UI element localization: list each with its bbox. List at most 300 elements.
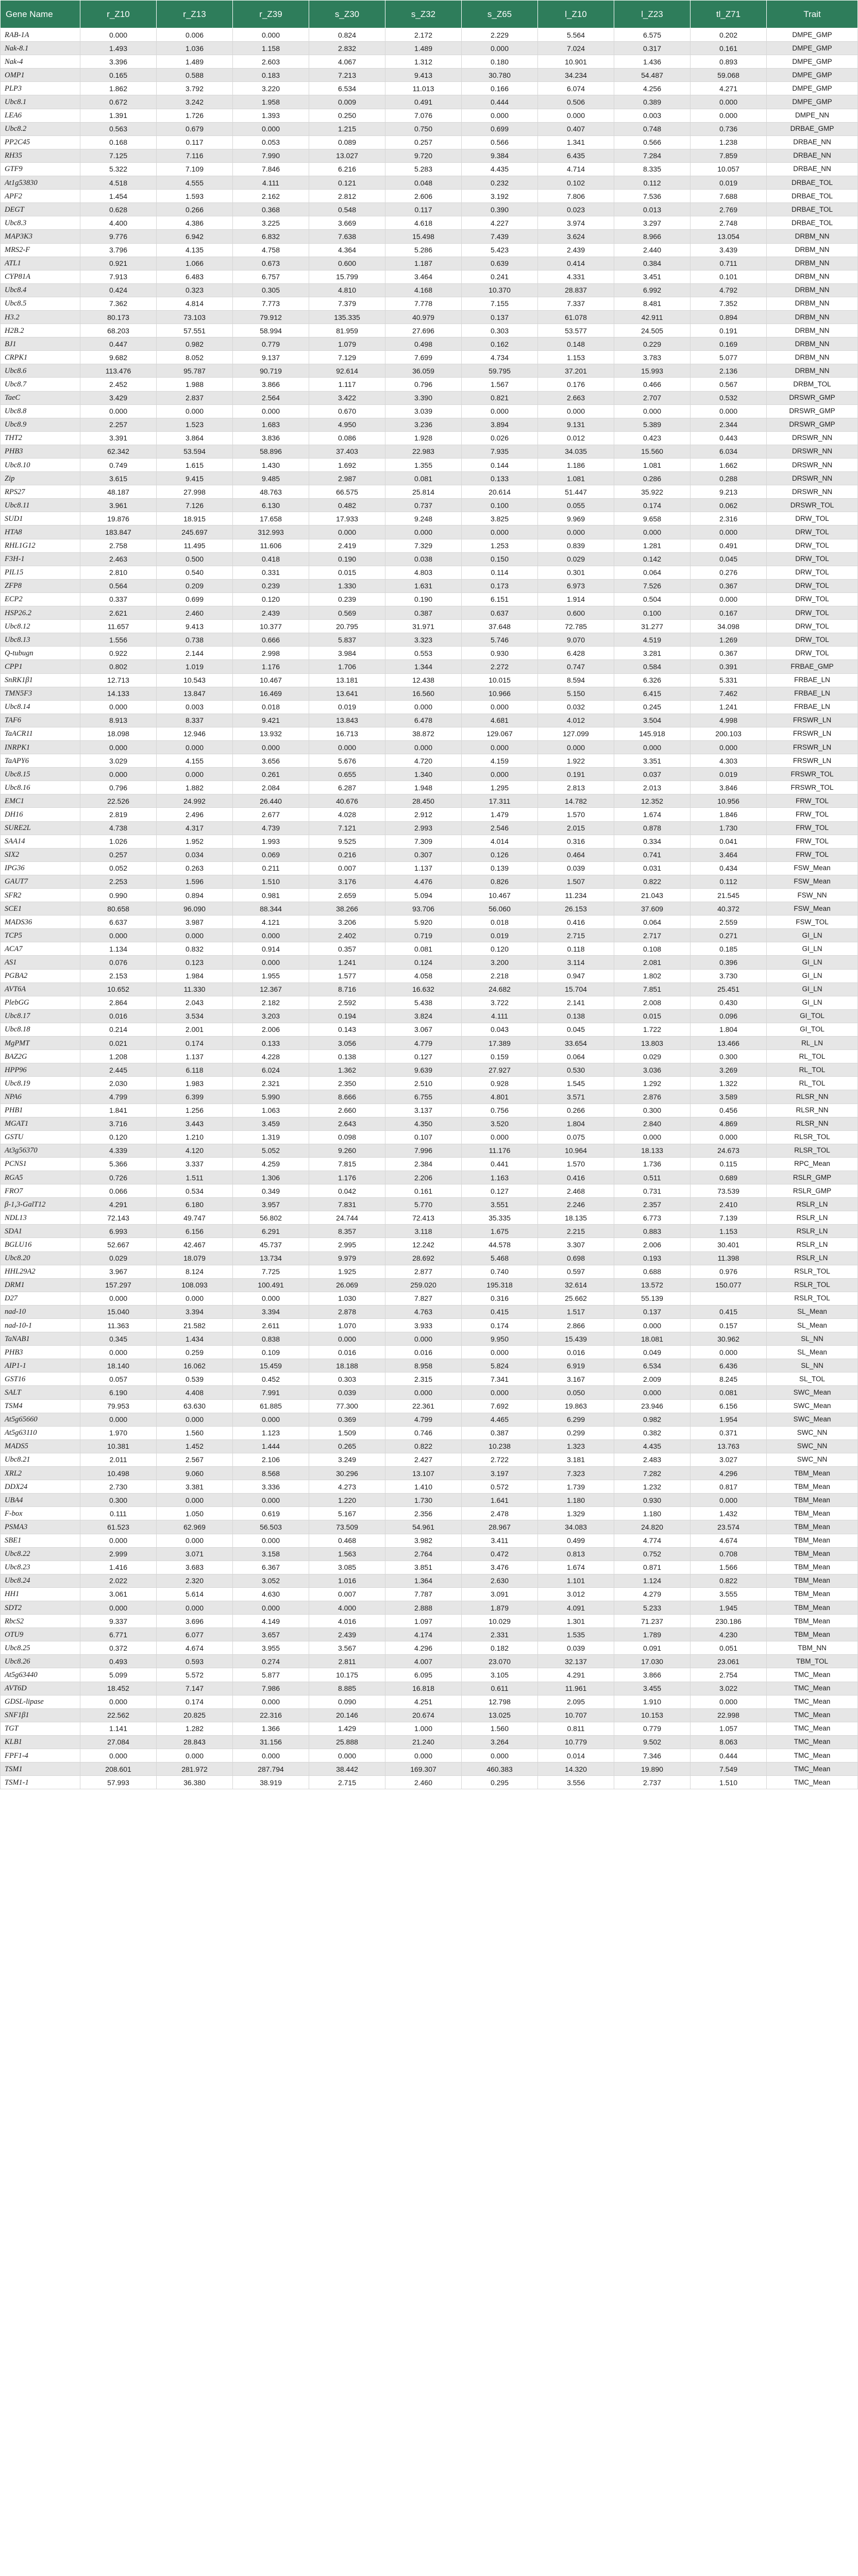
value-cell: 7.125 [80, 149, 157, 162]
value-cell: 3.249 [309, 1453, 385, 1466]
value-cell: 2.460 [385, 1776, 462, 1789]
gene-name-cell: TaeC [1, 391, 80, 404]
column-header: r_Z10 [80, 1, 157, 28]
trait-cell: RLSR_NN [767, 1090, 858, 1104]
value-cell: 9.137 [233, 351, 309, 364]
value-cell: 24.682 [462, 982, 538, 996]
gene-name-cell: At5g65660 [1, 1413, 80, 1426]
table-row [1, 257, 858, 270]
value-cell: 0.143 [309, 1023, 385, 1036]
value-cell: 48.763 [233, 485, 309, 499]
value-cell: 1.914 [538, 592, 614, 606]
value-cell: 0.288 [691, 472, 767, 485]
value-cell: 71.237 [614, 1615, 691, 1628]
value-cell: 3.851 [385, 1561, 462, 1574]
value-cell: 2.419 [309, 539, 385, 552]
value-cell: 20.674 [385, 1708, 462, 1722]
value-cell: 0.000 [80, 929, 157, 942]
value-cell: 0.000 [691, 526, 767, 539]
value-cell: 3.225 [233, 216, 309, 230]
value-cell: 0.090 [309, 1695, 385, 1708]
value-cell: 38.919 [233, 1776, 309, 1789]
value-cell: 1.000 [385, 1722, 462, 1735]
table-row [1, 1467, 858, 1480]
value-cell: 7.126 [157, 499, 233, 512]
trait-cell: DRBM_NN [767, 283, 858, 297]
value-cell: 0.000 [80, 1749, 157, 1762]
value-cell: 4.271 [691, 82, 767, 95]
value-cell: 0.387 [385, 606, 462, 620]
value-cell: 2.356 [385, 1507, 462, 1520]
value-cell: 2.344 [691, 418, 767, 431]
value-cell: 2.315 [385, 1372, 462, 1386]
value-cell: 0.000 [538, 740, 614, 754]
value-cell: 3.955 [233, 1641, 309, 1655]
value-cell: 23.061 [691, 1655, 767, 1668]
value-cell: 10.779 [538, 1735, 614, 1749]
value-cell: 0.263 [157, 861, 233, 875]
value-cell: 0.588 [157, 69, 233, 82]
trait-cell: TBM_Mean [767, 1534, 858, 1547]
gene-name-cell: PLP3 [1, 82, 80, 95]
value-cell: 8.666 [309, 1090, 385, 1104]
table-row [1, 1130, 858, 1144]
table-row [1, 1547, 858, 1561]
value-cell: 0.637 [462, 606, 538, 620]
value-cell: 61.078 [538, 310, 614, 324]
value-cell: 3.656 [233, 754, 309, 768]
value-cell: 1.952 [157, 835, 233, 848]
value-cell: 11.398 [691, 1251, 767, 1265]
value-cell: 1.070 [309, 1319, 385, 1332]
gene-name-cell: AS1 [1, 956, 80, 969]
gene-name-cell: Ubc8.18 [1, 1023, 80, 1036]
table-row [1, 566, 858, 579]
trait-cell: SWC_Mean [767, 1386, 858, 1399]
value-cell: 0.000 [691, 1695, 767, 1708]
value-cell: 2.246 [538, 1198, 614, 1211]
trait-cell: RSLR_LN [767, 1225, 858, 1238]
value-cell: 9.720 [385, 149, 462, 162]
value-cell: 0.000 [538, 109, 614, 122]
trait-cell: DRBAE_NN [767, 162, 858, 176]
trait-cell: FRSWR_LN [767, 740, 858, 754]
value-cell: 5.322 [80, 162, 157, 176]
value-cell: 0.368 [233, 203, 309, 216]
value-cell: 13.027 [309, 149, 385, 162]
value-cell: 34.234 [538, 69, 614, 82]
value-cell: 1.882 [157, 781, 233, 794]
gene-name-cell: IPG36 [1, 861, 80, 875]
value-cell: 3.551 [462, 1198, 538, 1211]
value-cell: 21.240 [385, 1735, 462, 1749]
value-cell: 90.719 [233, 364, 309, 378]
value-cell: 0.048 [385, 176, 462, 190]
value-cell: 8.966 [614, 230, 691, 243]
table-row [1, 929, 858, 942]
value-cell: 5.770 [385, 1198, 462, 1211]
value-cell: 2.427 [385, 1453, 462, 1466]
table-row [1, 848, 858, 861]
value-cell: 21.043 [614, 889, 691, 902]
value-cell: 0.000 [80, 740, 157, 754]
value-cell: 1.509 [309, 1426, 385, 1439]
value-cell: 0.566 [614, 135, 691, 149]
table-row [1, 1090, 858, 1104]
value-cell: 0.091 [614, 1641, 691, 1655]
value-cell: 96.090 [157, 902, 233, 916]
gene-name-cell: SURE2L [1, 821, 80, 835]
value-cell: 0.000 [80, 1413, 157, 1426]
value-cell: 56.503 [233, 1520, 309, 1534]
value-cell: 52.667 [80, 1238, 157, 1251]
value-cell: 10.498 [80, 1467, 157, 1480]
table-row [1, 459, 858, 472]
gene-name-cell: KLB1 [1, 1735, 80, 1749]
value-cell: 2.468 [538, 1184, 614, 1198]
value-cell: 12.713 [80, 673, 157, 687]
value-cell: 157.297 [80, 1278, 157, 1292]
trait-cell: DMPE_GMP [767, 42, 858, 55]
value-cell: 0.076 [80, 956, 157, 969]
value-cell: 0.000 [614, 404, 691, 418]
value-cell: 0.016 [80, 1009, 157, 1023]
gene-name-cell: MADS36 [1, 916, 80, 929]
value-cell: 11.330 [157, 982, 233, 996]
value-cell: 0.593 [157, 1655, 233, 1668]
value-cell: 10.964 [538, 1144, 614, 1157]
value-cell: 31.971 [385, 620, 462, 633]
value-cell: 18.452 [80, 1682, 157, 1695]
value-cell: 0.190 [309, 552, 385, 566]
table-row [1, 95, 858, 109]
value-cell: 6.156 [691, 1399, 767, 1413]
value-cell: 4.869 [691, 1117, 767, 1130]
value-cell: 0.731 [614, 1184, 691, 1198]
gene-name-cell: Ubc8.25 [1, 1641, 80, 1655]
value-cell: 0.100 [614, 606, 691, 620]
value-cell: 7.379 [309, 297, 385, 310]
value-cell: 1.238 [691, 135, 767, 149]
value-cell: 0.089 [309, 135, 385, 149]
value-cell: 7.986 [233, 1682, 309, 1695]
gene-name-cell: NDL13 [1, 1211, 80, 1225]
value-cell: 0.185 [691, 942, 767, 956]
gene-name-cell: β-1,3-GalT12 [1, 1198, 80, 1211]
value-cell: 5.423 [462, 243, 538, 257]
table-row [1, 135, 858, 149]
value-cell: 35.922 [614, 485, 691, 499]
value-cell: 0.893 [691, 55, 767, 69]
trait-cell: SL_TOL [767, 1372, 858, 1386]
value-cell: 12.242 [385, 1238, 462, 1251]
value-cell: 1.026 [80, 835, 157, 848]
value-cell: 6.326 [614, 673, 691, 687]
value-cell: 1.928 [385, 431, 462, 445]
value-cell: 27.927 [462, 1063, 538, 1077]
value-cell: 10.966 [462, 687, 538, 700]
value-cell: 3.061 [80, 1587, 157, 1601]
value-cell: 9.525 [309, 835, 385, 848]
trait-cell: FSW_Mean [767, 875, 858, 888]
value-cell: 0.159 [462, 1050, 538, 1063]
value-cell: 3.242 [157, 95, 233, 109]
value-cell: 1.556 [80, 633, 157, 647]
value-cell: 3.571 [538, 1090, 614, 1104]
column-header: l_Z23 [614, 1, 691, 28]
gene-name-cell: MGAT1 [1, 1117, 80, 1130]
trait-cell: FSW_Mean [767, 902, 858, 916]
gene-name-cell: Ubc8.26 [1, 1655, 80, 1668]
value-cell: 0.000 [691, 1494, 767, 1507]
value-cell: 1.124 [614, 1574, 691, 1587]
value-cell: 8.052 [157, 351, 233, 364]
value-cell: 2.013 [614, 781, 691, 794]
trait-cell: TBM_Mean [767, 1628, 858, 1641]
table-row [1, 969, 858, 982]
value-cell: 3.203 [233, 1009, 309, 1023]
table-row [1, 485, 858, 499]
column-header: r_Z13 [157, 1, 233, 28]
value-cell: 0.096 [691, 1009, 767, 1023]
value-cell: 0.666 [233, 633, 309, 647]
table-row [1, 740, 858, 754]
gene-name-cell: AVT6D [1, 1682, 80, 1695]
gene-name-cell: Ubc8.17 [1, 1009, 80, 1023]
value-cell: 4.339 [80, 1144, 157, 1157]
value-cell: 4.303 [691, 754, 767, 768]
value-cell: 10.029 [462, 1615, 538, 1628]
value-cell: 2.592 [309, 996, 385, 1009]
value-cell: 6.773 [614, 1211, 691, 1225]
value-cell: 7.109 [157, 162, 233, 176]
table-row [1, 122, 858, 135]
value-cell: 4.739 [233, 821, 309, 835]
value-cell: 5.052 [233, 1144, 309, 1157]
table-row [1, 1251, 858, 1265]
value-cell: 1.662 [691, 459, 767, 472]
gene-name-cell: Ubc8.15 [1, 768, 80, 781]
value-cell: 0.499 [538, 1534, 614, 1547]
value-cell: 3.443 [157, 1117, 233, 1130]
gene-name-cell: Ubc8.7 [1, 378, 80, 391]
value-cell: 0.000 [80, 700, 157, 714]
value-cell: 0.029 [80, 1251, 157, 1265]
value-cell: 0.191 [691, 324, 767, 337]
value-cell: 18.079 [157, 1251, 233, 1265]
value-cell: 0.000 [80, 1534, 157, 1547]
value-cell: 0.000 [80, 1292, 157, 1305]
trait-cell: FRSWR_LN [767, 754, 858, 768]
value-cell: 0.169 [691, 337, 767, 351]
value-cell: 21.545 [691, 889, 767, 902]
value-cell: 1.674 [614, 808, 691, 821]
value-cell: 0.584 [614, 660, 691, 673]
value-cell: 16.062 [157, 1359, 233, 1372]
value-cell: 169.307 [385, 1762, 462, 1776]
value-cell: 1.507 [538, 875, 614, 888]
value-cell: 18.915 [157, 512, 233, 526]
value-cell: 1.970 [80, 1426, 157, 1439]
value-cell: 2.995 [309, 1238, 385, 1251]
column-header: s_Z32 [385, 1, 462, 28]
value-cell: 58.994 [233, 324, 309, 337]
trait-cell: RSLR_LN [767, 1251, 858, 1265]
value-cell: 3.027 [691, 1453, 767, 1466]
value-cell: 0.050 [538, 1386, 614, 1399]
value-cell: 3.464 [691, 848, 767, 861]
value-cell: 1.364 [385, 1574, 462, 1587]
value-cell: 4.067 [309, 55, 385, 69]
value-cell: 4.111 [462, 1009, 538, 1023]
value-cell: 10.015 [462, 673, 538, 687]
table-row [1, 861, 858, 875]
trait-cell: RSLR_TOL [767, 1265, 858, 1278]
value-cell: 3.730 [691, 969, 767, 982]
value-cell: 1.344 [385, 660, 462, 673]
trait-cell: DRSWR_TOL [767, 499, 858, 512]
value-cell: 0.000 [157, 929, 233, 942]
value-cell: 0.619 [233, 1507, 309, 1520]
trait-cell: FRW_TOL [767, 821, 858, 835]
value-cell: 4.259 [233, 1157, 309, 1171]
table-row [1, 1372, 858, 1386]
value-cell: 0.117 [157, 135, 233, 149]
value-cell: 0.000 [233, 740, 309, 754]
value-cell: 1.153 [538, 351, 614, 364]
value-cell: 0.266 [538, 1104, 614, 1117]
value-cell: 3.967 [80, 1265, 157, 1278]
value-cell: 6.151 [462, 592, 538, 606]
value-cell: 0.075 [538, 1130, 614, 1144]
value-cell: 1.220 [309, 1494, 385, 1507]
value-cell: 0.069 [233, 848, 309, 861]
value-cell: 3.957 [233, 1198, 309, 1211]
value-cell: 72.413 [385, 1211, 462, 1225]
value-cell: 0.569 [309, 606, 385, 620]
value-cell: 0.000 [385, 1749, 462, 1762]
value-cell: 3.792 [157, 82, 233, 95]
value-cell: 1.137 [157, 1050, 233, 1063]
value-cell: 0.108 [614, 942, 691, 956]
value-cell: 0.452 [233, 1372, 309, 1386]
value-cell: 0.000 [691, 1130, 767, 1144]
value-cell: 0.174 [157, 1037, 233, 1050]
value-cell: 0.746 [385, 1426, 462, 1439]
value-cell: 9.682 [80, 351, 157, 364]
gene-name-cell: GDSL-lipase [1, 1695, 80, 1708]
value-cell: 2.564 [233, 391, 309, 404]
value-cell: 7.991 [233, 1386, 309, 1399]
table-row [1, 942, 858, 956]
value-cell: 26.153 [538, 902, 614, 916]
value-cell: 2.769 [691, 203, 767, 216]
value-cell: 3.624 [538, 230, 614, 243]
value-cell: 0.982 [157, 337, 233, 351]
value-cell: 0.838 [233, 1332, 309, 1346]
value-cell: 1.416 [80, 1561, 157, 1574]
value-cell: 0.081 [385, 942, 462, 956]
value-cell: 14.782 [538, 794, 614, 808]
value-cell: 7.773 [233, 297, 309, 310]
value-cell: 4.555 [157, 176, 233, 190]
table-row [1, 1655, 858, 1668]
gene-name-cell: PHB3 [1, 1346, 80, 1359]
value-cell: 0.811 [538, 1722, 614, 1735]
value-cell: 1.312 [385, 55, 462, 69]
value-cell: 183.847 [80, 526, 157, 539]
value-cell: 0.345 [80, 1332, 157, 1346]
value-cell: 0.719 [385, 929, 462, 942]
gene-name-cell: BJ1 [1, 337, 80, 351]
value-cell: 4.159 [462, 754, 538, 768]
trait-cell: RL_LN [767, 1037, 858, 1050]
value-cell: 2.410 [691, 1198, 767, 1211]
value-cell: 26.069 [309, 1278, 385, 1292]
value-cell: 28.837 [538, 283, 614, 297]
value-cell: 27.998 [157, 485, 233, 499]
value-cell: 3.984 [309, 647, 385, 660]
value-cell: 9.421 [233, 714, 309, 727]
value-cell: 0.303 [462, 324, 538, 337]
value-cell: 0.241 [462, 270, 538, 283]
value-cell: 0.014 [538, 1749, 614, 1762]
value-cell: 15.040 [80, 1305, 157, 1318]
value-cell: 2.810 [80, 566, 157, 579]
gene-name-cell: UBA4 [1, 1494, 80, 1507]
gene-name-cell: GST16 [1, 1372, 80, 1386]
value-cell: 7.341 [462, 1372, 538, 1386]
value-cell: 2.813 [538, 781, 614, 794]
value-cell: 4.810 [309, 283, 385, 297]
value-cell: 0.031 [614, 861, 691, 875]
table-row [1, 378, 858, 391]
value-cell: 7.346 [614, 1749, 691, 1762]
value-cell: 0.052 [80, 861, 157, 875]
value-cell: 2.764 [385, 1547, 462, 1561]
value-cell: 0.016 [309, 1346, 385, 1359]
value-cell: 0.041 [691, 835, 767, 848]
value-cell: 2.832 [309, 42, 385, 55]
value-cell: 9.248 [385, 512, 462, 526]
value-cell: 0.133 [233, 1037, 309, 1050]
value-cell: 0.000 [538, 404, 614, 418]
value-cell: 2.141 [538, 996, 614, 1009]
trait-cell: DRW_TOL [767, 606, 858, 620]
value-cell: 0.101 [691, 270, 767, 283]
table-row [1, 794, 858, 808]
value-cell: 14.133 [80, 687, 157, 700]
trait-cell: SWC_NN [767, 1439, 858, 1453]
table-row [1, 1708, 858, 1722]
value-cell: 3.974 [538, 216, 614, 230]
table-row [1, 620, 858, 633]
table-header [1, 1, 858, 28]
table-row [1, 552, 858, 566]
value-cell: 0.064 [614, 566, 691, 579]
table-row [1, 1587, 858, 1601]
value-cell: 31.156 [233, 1735, 309, 1749]
value-cell: 2.840 [614, 1117, 691, 1130]
trait-cell: FRSWR_TOL [767, 768, 858, 781]
value-cell: 3.206 [309, 916, 385, 929]
table-row [1, 149, 858, 162]
value-cell: 63.630 [157, 1399, 233, 1413]
value-cell: 0.000 [80, 1601, 157, 1614]
trait-cell: DRBM_NN [767, 364, 858, 378]
gene-name-cell: Ubc8.16 [1, 781, 80, 794]
value-cell: 6.291 [233, 1225, 309, 1238]
